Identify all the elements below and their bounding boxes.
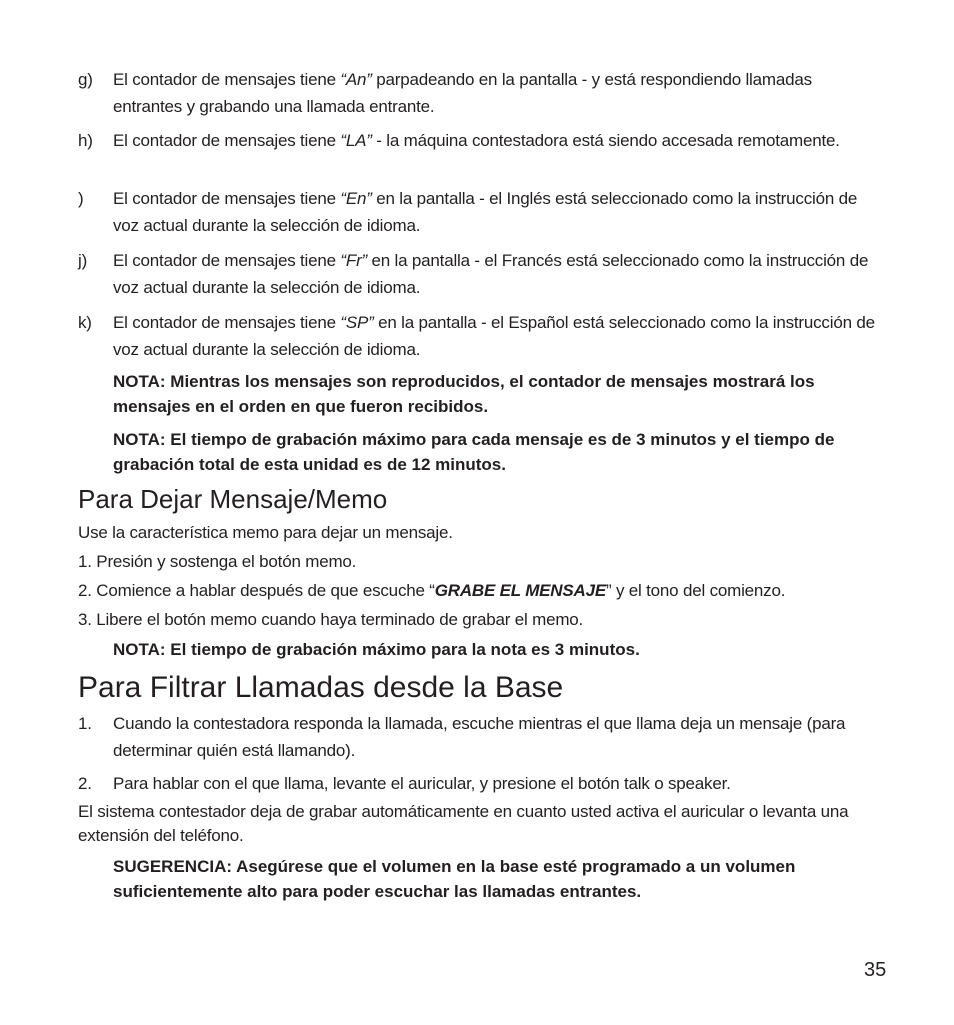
text-part: 2. Comience a hablar después de que escuche “ xyxy=(78,581,435,600)
text-part: parpadeando en la pantalla - y está respondiendo llamadas entrantes y grabando una llamada entrante. xyxy=(113,70,812,116)
list-item-text xyxy=(113,309,878,363)
list-item-text xyxy=(113,185,878,239)
list-item-text: Cuando la contestadora responda la llamada, escuche mientras el que llama deja un mensaje (para determinar quién está llamando). xyxy=(113,714,846,760)
list-item-label: g) xyxy=(78,70,93,89)
text-part: El contador de mensajes tiene xyxy=(113,131,341,150)
display-code: “SP” xyxy=(340,313,374,332)
note-recording-time: NOTA: El tiempo de grabación máximo para cada mensaje es de 3 minutos y el tiempo de grabación total de esta unidad es de 12 minutos. xyxy=(113,430,835,474)
list-item-label: 2. xyxy=(78,774,92,793)
display-code: “LA” xyxy=(340,131,372,150)
text-part: - la máquina contestadora está siendo accesada remotamente. xyxy=(371,131,840,150)
list-item-label: 1. xyxy=(78,714,92,733)
list-item-j xyxy=(78,247,878,301)
list-item-text: Para hablar con el que llama, levante el auricular, y presione el botón talk o speaker. xyxy=(113,774,731,793)
section-heading-memo: Para Dejar Mensaje/Memo xyxy=(78,484,388,514)
section-heading-filter: Para Filtrar Llamadas desde la Base xyxy=(78,671,564,704)
display-code: “An” xyxy=(340,70,372,89)
note-memo-time: NOTA: El tiempo de grabación máximo para la nota es 3 minutos. xyxy=(113,640,640,659)
memo-step-2 xyxy=(78,579,878,603)
list-item-label: h) xyxy=(78,131,93,150)
filter-step-1 xyxy=(78,710,878,764)
list-item-label: k) xyxy=(78,313,92,332)
display-code: “Fr” xyxy=(340,251,367,270)
text-part: en la pantalla - el Francés está seleccionado como la instrucción de voz actual durante la selección de idioma. xyxy=(113,251,869,297)
list-item-k xyxy=(78,309,878,363)
prompt-text: GRABE EL MENSAJE xyxy=(434,581,606,600)
text-part: en la pantalla - el Inglés está seleccionado como la instrucción de voz actual durante la selección de idioma. xyxy=(113,189,858,235)
memo-intro: Use la característica memo para dejar un mensaje. xyxy=(78,523,453,542)
text-part: El contador de mensajes tiene xyxy=(113,313,341,332)
text-part: El contador de mensajes tiene xyxy=(113,189,341,208)
list-item-h xyxy=(78,127,878,154)
text-part: El contador de mensajes tiene xyxy=(113,70,341,89)
filter-step-2 xyxy=(78,770,878,797)
list-item-text xyxy=(113,247,878,301)
text-part: ” y el tono del comienzo. xyxy=(605,581,786,600)
filter-paragraph: El sistema contestador deja de grabar automáticamente en cuanto usted activa el auricular o levanta una extensión del teléfono. xyxy=(78,802,849,845)
note-messages-order: NOTA: Mientras los mensajes son reproducidos, el contador de mensajes mostrará los mensajes en el orden en que fueron recibidos. xyxy=(113,372,815,416)
list-item-label: ) xyxy=(78,189,84,208)
display-code: “En” xyxy=(340,189,372,208)
text-part: El contador de mensajes tiene xyxy=(113,251,341,270)
list-item-text xyxy=(113,127,878,154)
memo-step-3: 3. Libere el botón memo cuando haya terminado de grabar el memo. xyxy=(78,610,584,629)
page-number: 35 xyxy=(864,959,887,981)
list-item-label: j) xyxy=(78,251,88,270)
tip-volume: SUGERENCIA: Asegúrese que el volumen en la base esté programado a un volumen suficientemente alto para poder escuchar las llamadas entrantes. xyxy=(113,857,796,901)
list-item-g xyxy=(78,66,878,120)
text-part: en la pantalla - el Español está seleccionado como la instrucción de voz actual durante la selección de idioma. xyxy=(113,313,875,359)
list-item-i xyxy=(78,185,878,239)
memo-step-1: 1. Presión y sostenga el botón memo. xyxy=(78,552,357,571)
list-item-text xyxy=(113,66,878,120)
